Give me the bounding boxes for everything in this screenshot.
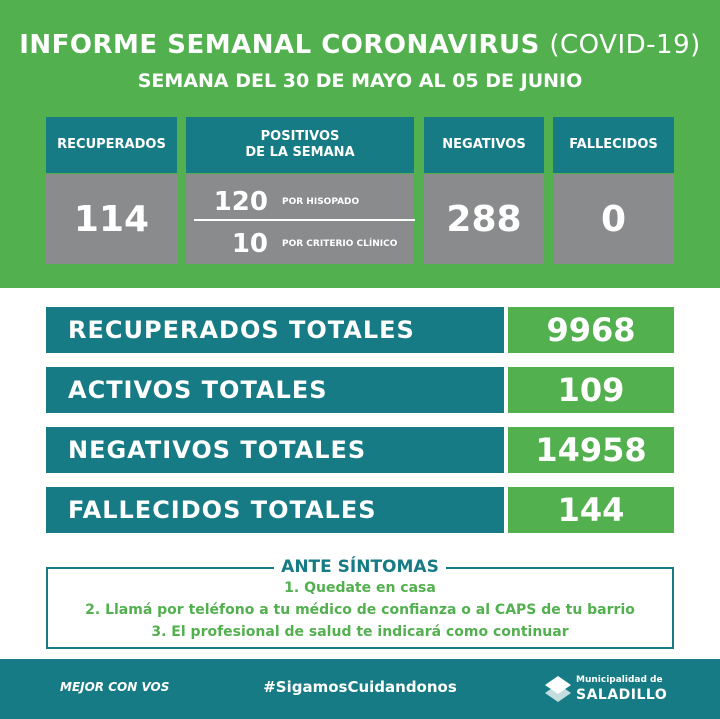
total-row-fallecidos: [46, 487, 674, 533]
total-value: 9968: [508, 307, 674, 353]
positivos-hisopado-row: [186, 180, 414, 224]
municipality-name: SALADILLO: [576, 687, 668, 703]
title-main: INFORME SEMANAL CORONAVIRUS: [19, 30, 540, 60]
footer-band: [0, 659, 720, 719]
symptom-step-2: 2. Llamá por teléfono a tu médico de confianza o al CAPS de tu barrio: [85, 602, 635, 618]
total-row-recuperados: [46, 307, 674, 353]
positivos-header: [186, 117, 414, 173]
total-label: ACTIVOS TOTALES: [46, 367, 504, 413]
negativos-value: 288: [424, 174, 544, 264]
total-label: RECUPERADOS TOTALES: [46, 307, 504, 353]
header-band: [0, 0, 720, 288]
total-row-negativos: [46, 427, 674, 473]
symptoms-title: ANTE SÍNTOMAS: [274, 555, 446, 579]
hashtag: #SigamosCuidandonos: [263, 678, 457, 696]
municipality-line1: Municipalidad de: [576, 675, 663, 685]
total-value: 144: [508, 487, 674, 533]
positivos-label-line2: DE LA SEMANA: [245, 145, 355, 160]
recuperados-value: 114: [46, 174, 177, 264]
clinico-label: POR CRITERIO CLÍNICO: [282, 239, 398, 249]
page-title: [0, 30, 720, 60]
positivos-divider: [194, 219, 415, 221]
hisopado-value: 120: [213, 187, 268, 217]
positivos-clinico-row: [186, 222, 414, 266]
total-label: FALLECIDOS TOTALES: [46, 487, 504, 533]
negativos-header: NEGATIVOS: [424, 117, 544, 173]
total-value: 14958: [508, 427, 674, 473]
symptom-step-3: 3. El profesional de salud te indicará como continuar: [151, 624, 569, 640]
total-row-activos: [46, 367, 674, 413]
total-value: 109: [508, 367, 674, 413]
symptom-step-1: 1. Quedate en casa: [284, 580, 436, 596]
total-label: NEGATIVOS TOTALES: [46, 427, 504, 473]
hisopado-label: POR HISOPADO: [282, 197, 360, 207]
recuperados-header: RECUPERADOS: [46, 117, 177, 173]
fallecidos-header: FALLECIDOS: [553, 117, 674, 173]
clinico-value: 10: [231, 229, 268, 259]
fallecidos-value: 0: [553, 174, 674, 264]
municipality-logo-icon: [544, 675, 572, 703]
positivos-label-line1: POSITIVOS: [260, 129, 340, 144]
week-subtitle: SEMANA DEL 30 DE MAYO AL 05 DE JUNIO: [137, 70, 583, 92]
slogan: MEJOR CON VOS: [60, 680, 170, 694]
title-paren: (COVID-19): [549, 30, 701, 60]
